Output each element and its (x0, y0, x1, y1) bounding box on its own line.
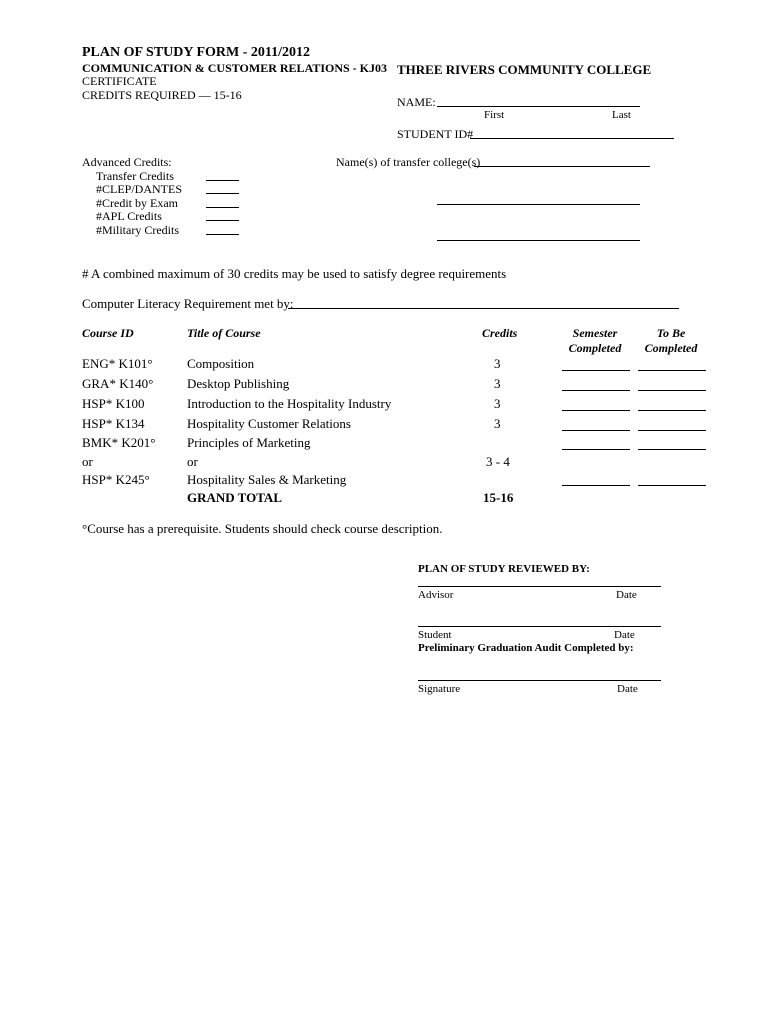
semester-completed-field[interactable] (562, 485, 630, 486)
course-title: or (187, 454, 198, 469)
military-credits-field[interactable] (206, 234, 239, 235)
computer-literacy-label: Computer Literacy Requirement met by: (82, 296, 294, 311)
advisor-label: Advisor (418, 589, 454, 601)
col-semester-line1: Semester (572, 326, 618, 340)
form-title: PLAN OF STUDY FORM - 2011/2012 (82, 45, 311, 60)
to-be-completed-field[interactable] (638, 370, 706, 371)
to-be-completed-field[interactable] (638, 390, 706, 391)
audit-signature-field[interactable] (418, 680, 661, 681)
semester-completed-field[interactable] (562, 430, 630, 431)
course-title: Principles of Marketing (187, 435, 311, 450)
student-signature-field[interactable] (418, 626, 661, 627)
col-tobe-line1: To Be (656, 326, 686, 340)
prerequisite-note: °Course has a prerequisite. Students should check course description. (82, 521, 443, 536)
name-label: NAME: (397, 95, 436, 109)
transfer-college-field-3[interactable] (437, 240, 640, 241)
credit-by-exam-field[interactable] (206, 207, 239, 208)
course-credits: 3 (494, 396, 501, 411)
student-label: Student (418, 629, 452, 641)
course-id: HSP* K134 (82, 416, 145, 431)
col-title: Title of Course (187, 326, 261, 340)
certificate-label: CERTIFICATE (82, 74, 157, 88)
col-to-be-completed (636, 326, 706, 356)
last-name-label: Last (612, 109, 631, 121)
course-title: Hospitality Customer Relations (187, 416, 351, 431)
clep-dantes-label: #CLEP/DANTES (96, 182, 183, 196)
course-title: Composition (187, 356, 255, 371)
col-semester-line2: Completed (568, 341, 622, 355)
course-id: GRA* K140° (82, 376, 154, 391)
credit-by-exam-label: #Credit by Exam (96, 196, 178, 210)
course-id: HSP* K100 (82, 396, 145, 411)
credits-required: CREDITS REQUIRED — 15-16 (82, 88, 242, 102)
course-title: Hospitality Sales & Marketing (187, 472, 347, 487)
apl-credits-field[interactable] (206, 220, 239, 221)
grand-total-label: GRAND TOTAL (187, 490, 282, 505)
transfer-college-field-1[interactable] (474, 166, 650, 167)
semester-completed-field[interactable] (562, 449, 630, 450)
computer-literacy-field[interactable] (288, 308, 679, 309)
course-id: BMK* K201° (82, 435, 156, 450)
transfer-credits-field[interactable] (206, 180, 239, 181)
semester-completed-field[interactable] (562, 410, 630, 411)
to-be-completed-field[interactable] (638, 485, 706, 486)
advisor-signature-field[interactable] (418, 586, 661, 587)
col-semester-completed (560, 326, 630, 356)
course-credits: 3 (494, 356, 501, 371)
student-id-label: STUDENT ID# (397, 127, 474, 141)
college-name: THREE RIVERS COMMUNITY COLLEGE (397, 62, 652, 77)
course-title: Desktop Publishing (187, 376, 290, 391)
to-be-completed-field[interactable] (638, 430, 706, 431)
semester-completed-field[interactable] (562, 390, 630, 391)
col-course-id: Course ID (82, 326, 134, 340)
grand-total-value: 15-16 (483, 490, 514, 505)
course-credits: 3 - 4 (486, 454, 510, 469)
clep-dantes-field[interactable] (206, 193, 239, 194)
signature-date-label: Date (617, 683, 638, 695)
audit-heading: Preliminary Graduation Audit Completed by: (418, 642, 634, 654)
review-heading: PLAN OF STUDY REVIEWED BY: (418, 563, 590, 575)
student-id-field[interactable] (470, 138, 674, 139)
course-id: or (82, 454, 93, 469)
course-title: Introduction to the Hospitality Industry (187, 396, 392, 411)
course-id: HSP* K245° (82, 472, 150, 487)
first-name-label: First (484, 109, 505, 121)
apl-credits-label: #APL Credits (96, 209, 162, 223)
advisor-date-label: Date (616, 589, 637, 601)
transfer-college-label: Name(s) of transfer college(s) (336, 155, 481, 169)
semester-completed-field[interactable] (562, 370, 630, 371)
name-field[interactable] (437, 106, 640, 107)
combined-max-note: # A combined maximum of 30 credits may be used to satisfy degree requirements (82, 266, 507, 281)
transfer-college-field-2[interactable] (437, 204, 640, 205)
military-credits-label: #Military Credits (96, 223, 179, 237)
course-id: ENG* K101° (82, 356, 153, 371)
signature-label: Signature (418, 683, 461, 695)
program-name: COMMUNICATION & CUSTOMER RELATIONS - KJ03 (82, 61, 388, 75)
student-date-label: Date (614, 629, 635, 641)
col-tobe-line2: Completed (644, 341, 698, 355)
transfer-credits-label: Transfer Credits (96, 169, 174, 183)
course-credits: 3 (494, 416, 501, 431)
advanced-credits-label: Advanced Credits: (82, 155, 172, 169)
to-be-completed-field[interactable] (638, 410, 706, 411)
col-credits: Credits (482, 326, 518, 340)
course-credits: 3 (494, 376, 501, 391)
to-be-completed-field[interactable] (638, 449, 706, 450)
